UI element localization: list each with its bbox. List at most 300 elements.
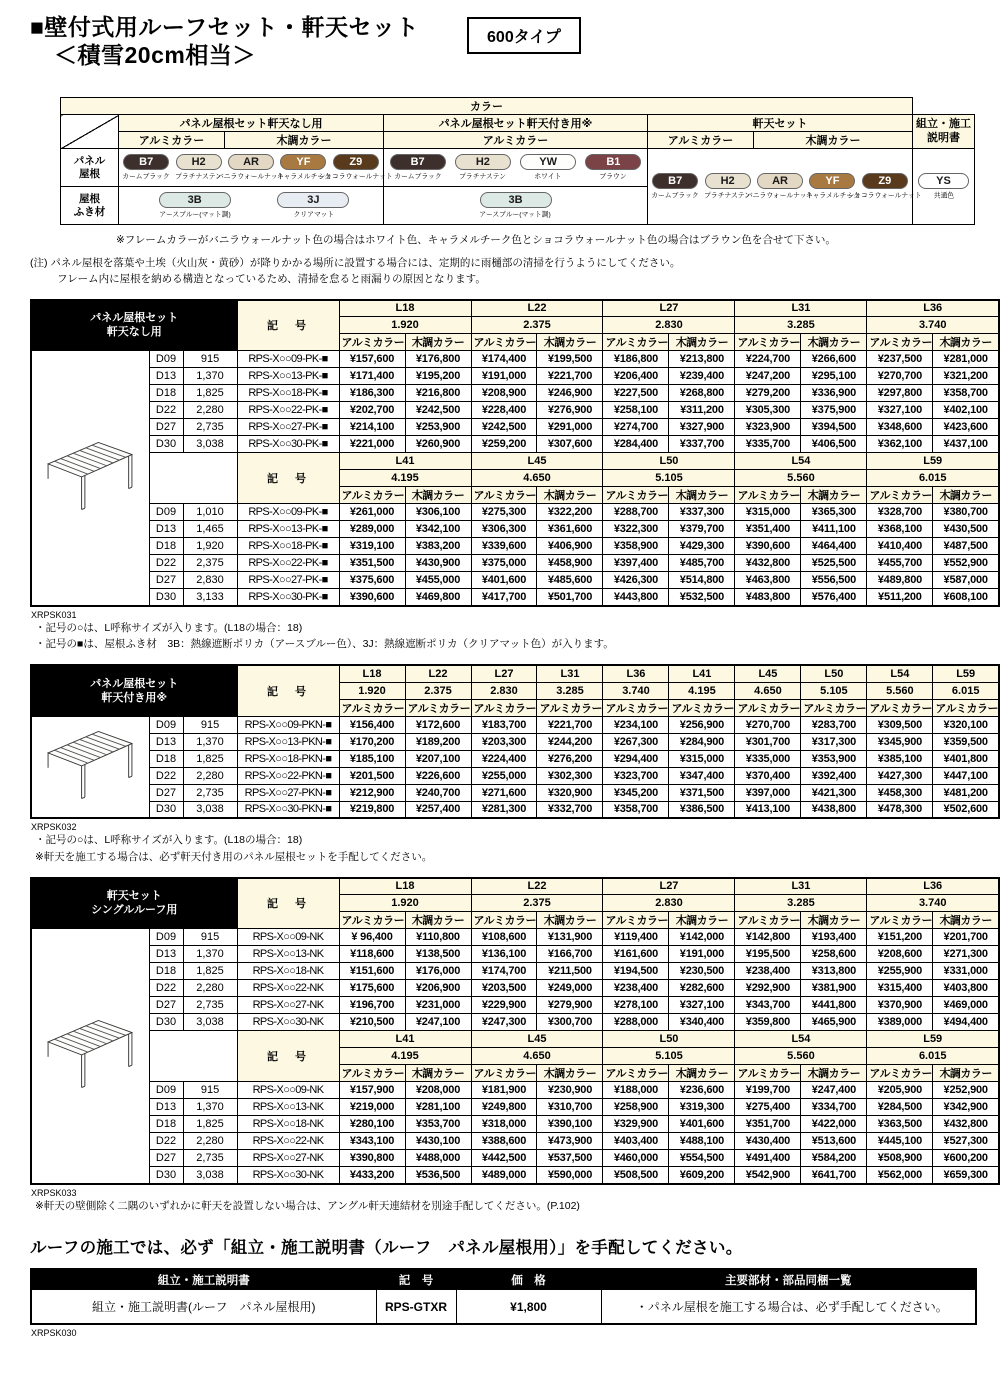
subheader-alumi-1: アルミカラー	[119, 132, 225, 149]
swatch-chip-B7: B7	[652, 173, 698, 189]
swatch-name: カームブラック	[122, 172, 170, 181]
l-size-header: L27	[603, 300, 735, 317]
price-cell: ¥362,100	[867, 436, 933, 453]
price-cell: ¥214,100	[339, 419, 405, 436]
price-cell: ¥216,800	[405, 385, 471, 402]
table-row	[31, 1289, 976, 1324]
price-cell: ¥186,800	[603, 351, 669, 368]
depth-size-cell: 3,133	[183, 589, 237, 606]
price-cell: ¥281,100	[405, 1099, 471, 1116]
price-cell: ¥255,000	[471, 767, 537, 784]
manual-head-line1: 組立・施工	[916, 117, 972, 130]
color-swatch-B7	[120, 154, 172, 182]
swatch-name: バニラウォールナット	[746, 191, 814, 200]
price-cell: ¥210,500	[339, 1014, 405, 1031]
l-size-value: 5.105	[603, 1048, 735, 1065]
price-cell: ¥375,600	[339, 572, 405, 589]
depth-code-cell: D22	[149, 402, 183, 419]
depth-code-cell: D30	[149, 1014, 183, 1031]
depth-code-cell: D13	[149, 368, 183, 385]
table-note: ・記号の○は、L呼称サイズが入ります。(L18の場合：18)	[35, 834, 303, 847]
price-cell: ¥390,600	[339, 589, 405, 606]
swatch-name: ホワイト	[534, 172, 562, 181]
depth-size-cell: 1,370	[183, 1099, 237, 1116]
color-table	[60, 97, 975, 225]
product-code-cell: RPS-X○○22-NK	[237, 1133, 339, 1150]
price-cell: ¥205,900	[867, 1082, 933, 1099]
price-cell: ¥306,300	[471, 521, 537, 538]
price-cell: ¥231,000	[405, 997, 471, 1014]
l-size-value: 4.650	[471, 1048, 603, 1065]
l-size-header: L36	[867, 300, 999, 317]
price-cell: ¥371,500	[669, 784, 735, 801]
price-cell: ¥261,000	[339, 504, 405, 521]
price-cell: ¥206,400	[603, 368, 669, 385]
price-cell: ¥300,700	[537, 1014, 603, 1031]
price-cell: ¥525,500	[801, 555, 867, 572]
color-column-header: アルミカラー	[471, 1065, 537, 1082]
table-title-line2: 軒天なし用	[106, 326, 162, 339]
price-cell: ¥288,700	[603, 504, 669, 521]
price-cell: ¥142,800	[735, 929, 801, 946]
depth-size-cell: 915	[183, 1082, 237, 1099]
l-size-header: L59	[867, 453, 999, 470]
price-cell: ¥358,900	[603, 538, 669, 555]
table-row	[31, 1167, 999, 1184]
depth-code-cell: D13	[149, 946, 183, 963]
page-title	[30, 14, 419, 69]
subheader-wood-1: 木調カラー	[225, 132, 384, 149]
l-size-header: L22	[471, 300, 603, 317]
price-cell: ¥201,700	[933, 929, 999, 946]
price-cell: ¥249,000	[537, 980, 603, 997]
depth-code-cell: D18	[149, 1116, 183, 1133]
swatch-name: プラチナステン	[175, 172, 223, 181]
price-cell: ¥207,100	[405, 750, 471, 767]
l-size-value: 3.740	[603, 682, 669, 699]
price-cell: ¥271,600	[471, 784, 537, 801]
price-cell: ¥240,700	[405, 784, 471, 801]
product-code-cell: RPS-X○○09-NK	[237, 1082, 339, 1099]
price-cell: ¥463,800	[735, 572, 801, 589]
product-code-cell: RPS-X○○13-PK-■	[237, 368, 339, 385]
price-cell: ¥208,000	[405, 1082, 471, 1099]
caution-note	[30, 256, 1002, 288]
color-swatch-H2	[450, 154, 515, 182]
depth-size-cell: 3,038	[183, 1167, 237, 1184]
price-cell: ¥359,500	[933, 733, 999, 750]
table-row	[31, 767, 999, 784]
price-cell: ¥442,500	[471, 1150, 537, 1167]
depth-size-cell: 2,280	[183, 767, 237, 784]
l-size-value: 5.105	[603, 470, 735, 487]
color-column-header: アルミカラー	[339, 1065, 405, 1082]
price-cell: ¥176,000	[405, 963, 471, 980]
price-cell: ¥590,000	[537, 1167, 603, 1184]
color-swatch-YS	[914, 173, 973, 201]
table-row	[31, 1082, 999, 1099]
depth-code-cell: D18	[149, 963, 183, 980]
color-column-header: アルミカラー	[867, 487, 933, 504]
price-cell: ¥334,700	[801, 1099, 867, 1116]
price-cell: ¥641,700	[801, 1167, 867, 1184]
table-row	[31, 504, 999, 521]
row-label-panel-roof: パネル 屋根	[61, 149, 119, 187]
l-size-header: L31	[735, 300, 867, 317]
manual-header-name: 組立・施工説明書	[31, 1269, 376, 1289]
price-cell: ¥227,500	[603, 385, 669, 402]
product-code-cell: RPS-X○○27-NK	[237, 1150, 339, 1167]
swatch-chip-H2: H2	[455, 154, 511, 170]
price-cell: ¥246,900	[537, 385, 603, 402]
depth-size-cell: 2,280	[183, 1133, 237, 1150]
price-cell: ¥430,900	[405, 555, 471, 572]
color-column-header: アルミカラー	[735, 912, 801, 929]
table-row	[31, 402, 999, 419]
swatch-chip-H2: H2	[176, 154, 222, 170]
l-size-value: 5.560	[867, 682, 933, 699]
price-cell: ¥322,300	[603, 521, 669, 538]
price-cell: ¥247,100	[405, 1014, 471, 1031]
depth-size-cell: 1,370	[183, 946, 237, 963]
ref-id: XRPSK031	[31, 609, 77, 620]
price-cell: ¥445,100	[867, 1133, 933, 1150]
price-cell: ¥253,900	[405, 419, 471, 436]
price-cell: ¥426,300	[603, 572, 669, 589]
color-swatch-YW	[516, 154, 581, 182]
price-cell: ¥481,200	[933, 784, 999, 801]
product-code-cell: RPS-X○○18-PK-■	[237, 385, 339, 402]
price-cell: ¥161,600	[603, 946, 669, 963]
price-cell: ¥489,000	[471, 1167, 537, 1184]
symbol-header: 記 号	[237, 453, 339, 504]
price-cell: ¥258,600	[801, 946, 867, 963]
color-table-title: カラー	[61, 98, 913, 115]
frame-color-note: ※フレームカラーがバニラウォールナット色の場合はホワイト色、キャラメルチーク色とショコラウォールナット色の場合はブラウン色を合せて下さい。	[116, 234, 836, 247]
depth-size-cell: 1,825	[183, 385, 237, 402]
price-cell: ¥255,900	[867, 963, 933, 980]
price-cell: ¥280,100	[339, 1116, 405, 1133]
price-cell: ¥258,100	[603, 402, 669, 419]
price-cell: ¥363,500	[867, 1116, 933, 1133]
price-cell: ¥267,300	[603, 733, 669, 750]
product-code-cell: RPS-X○○22-PK-■	[237, 402, 339, 419]
product-code-cell: RPS-X○○30-PK-■	[237, 436, 339, 453]
l-size-header: L27	[603, 878, 735, 895]
depth-size-cell: 1,465	[183, 521, 237, 538]
price-cell: ¥388,600	[471, 1133, 537, 1150]
price-cell: ¥514,800	[669, 572, 735, 589]
price-cell: ¥175,600	[339, 980, 405, 997]
price-cell: ¥343,700	[735, 997, 801, 1014]
price-cell: ¥275,300	[471, 504, 537, 521]
price-cell: ¥609,200	[669, 1167, 735, 1184]
price-cell: ¥199,700	[735, 1082, 801, 1099]
price-cell: ¥488,000	[405, 1150, 471, 1167]
color-column-header: 木調カラー	[801, 334, 867, 351]
price-cell: ¥427,300	[867, 767, 933, 784]
price-cell: ¥337,700	[669, 436, 735, 453]
price-cell: ¥494,400	[933, 1014, 999, 1031]
manual-table	[30, 1268, 977, 1325]
table-row	[31, 946, 999, 963]
symbol-header: 記 号	[237, 1031, 339, 1082]
price-cell: ¥469,000	[933, 997, 999, 1014]
color-swatch-Z9	[318, 154, 393, 182]
table-row	[31, 733, 999, 750]
price-cell: ¥485,700	[669, 555, 735, 572]
depth-size-cell: 2,830	[183, 572, 237, 589]
table-row	[31, 801, 999, 818]
price-cell: ¥379,700	[669, 521, 735, 538]
color-column-header: 木調カラー	[405, 1065, 471, 1082]
table-row	[31, 1014, 999, 1031]
color-column-header: アルミカラー	[471, 699, 537, 716]
price-cell: ¥340,400	[669, 1014, 735, 1031]
price-cell: ¥310,700	[537, 1099, 603, 1116]
price-cell: ¥390,600	[735, 538, 801, 555]
price-cell: ¥469,800	[405, 589, 471, 606]
price-table-XRPSK033	[30, 877, 1000, 1185]
price-cell: ¥478,300	[867, 801, 933, 818]
table-title	[31, 665, 237, 716]
price-cell: ¥600,200	[933, 1150, 999, 1167]
product-code-cell: RPS-X○○13-PK-■	[237, 521, 339, 538]
color-column-header: アルミカラー	[537, 699, 603, 716]
page-title-line2: ＜積雪20cm相当＞	[54, 41, 256, 68]
color-column-header: アルミカラー	[471, 912, 537, 929]
price-cell: ¥110,800	[405, 929, 471, 946]
color-column-header: 木調カラー	[933, 487, 999, 504]
color-column-header: 木調カラー	[537, 487, 603, 504]
color-column-header: アルミカラー	[405, 699, 471, 716]
product-code-cell: RPS-X○○09-NK	[237, 929, 339, 946]
product-code-cell: RPS-X○○30-NK	[237, 1167, 339, 1184]
price-cell: ¥358,700	[933, 385, 999, 402]
price-table-XRPSK032	[30, 664, 1000, 819]
price-cell: ¥226,600	[405, 767, 471, 784]
price-cell: ¥443,800	[603, 589, 669, 606]
price-cell: ¥397,400	[603, 555, 669, 572]
price-cell: ¥455,000	[405, 572, 471, 589]
color-swatch-B7	[385, 154, 450, 182]
swatch-chip-Z9: Z9	[862, 173, 908, 189]
price-cell: ¥213,800	[669, 351, 735, 368]
price-cell: ¥257,400	[405, 801, 471, 818]
product-code-cell: RPS-X○○30-NK	[237, 1014, 339, 1031]
price-cell: ¥142,000	[669, 929, 735, 946]
price-cell: ¥229,900	[471, 997, 537, 1014]
depth-size-cell: 2,735	[183, 419, 237, 436]
l-size-header: L54	[867, 665, 933, 682]
depth-code-cell: D30	[149, 801, 183, 818]
color-swatch-3J	[277, 192, 349, 220]
price-cell: ¥339,600	[471, 538, 537, 555]
color-column-header: 木調カラー	[669, 487, 735, 504]
swatch-chip-YW: YW	[520, 154, 576, 170]
color-column-header: アルミカラー	[933, 699, 999, 716]
price-cell: ¥473,900	[537, 1133, 603, 1150]
price-cell: ¥238,400	[735, 963, 801, 980]
price-cell: ¥195,500	[735, 946, 801, 963]
price-cell: ¥311,200	[669, 402, 735, 419]
price-cell: ¥380,700	[933, 504, 999, 521]
color-column-header: 木調カラー	[669, 334, 735, 351]
product-code-cell: RPS-X○○13-PKN-■	[237, 733, 339, 750]
table-row	[31, 1116, 999, 1133]
price-cell: ¥394,500	[801, 419, 867, 436]
depth-size-cell: 915	[183, 716, 237, 733]
price-cell: ¥249,800	[471, 1099, 537, 1116]
l-size-header: L18	[339, 878, 471, 895]
depth-size-cell: 3,038	[183, 801, 237, 818]
swatch-name: 共通色	[933, 191, 954, 200]
ref-id: XRPSK032	[31, 822, 77, 833]
price-cell: ¥284,500	[867, 1099, 933, 1116]
swatch-name: アースブルー(マット調)	[158, 210, 231, 219]
l-size-header: L45	[471, 453, 603, 470]
catalog-page	[30, 14, 1002, 1338]
price-cell: ¥219,800	[339, 801, 405, 818]
roof-illustration	[31, 351, 149, 606]
price-cell: ¥259,200	[471, 436, 537, 453]
caution-line2: フレーム内に屋根を納める構造となっているため、清掃を怠ると雨漏りの原因となります。	[57, 272, 486, 285]
table-title-line2: 軒天付き用※	[101, 691, 168, 704]
table-row	[31, 436, 999, 453]
price-cell: ¥151,200	[867, 929, 933, 946]
price-cell: ¥301,700	[735, 733, 801, 750]
table-row	[31, 572, 999, 589]
price-cell: ¥315,000	[735, 504, 801, 521]
l-size-value: 4.195	[339, 470, 471, 487]
price-cell: ¥432,800	[933, 1116, 999, 1133]
l-size-header: L59	[933, 665, 999, 682]
color-column-header: 木調カラー	[933, 334, 999, 351]
table-row	[31, 368, 999, 385]
price-cell: ¥283,700	[801, 716, 867, 733]
price-cell: ¥136,100	[471, 946, 537, 963]
price-cell: ¥320,100	[933, 716, 999, 733]
table-note: ※軒天を施工する場合は、必ず軒天付き用のパネル屋根セットを手配してください。	[35, 850, 433, 863]
price-cell: ¥441,800	[801, 997, 867, 1014]
price-cell: ¥270,700	[735, 716, 801, 733]
color-column-header: アルミカラー	[471, 487, 537, 504]
price-cell: ¥271,300	[933, 946, 999, 963]
depth-size-cell: 2,735	[183, 997, 237, 1014]
price-cell: ¥437,100	[933, 436, 999, 453]
symbol-header: 記 号	[237, 665, 339, 716]
price-cell: ¥552,900	[933, 555, 999, 572]
product-code-cell: RPS-X○○09-PK-■	[237, 351, 339, 368]
header-spacer	[149, 1031, 237, 1082]
table-row	[31, 997, 999, 1014]
table-row	[31, 980, 999, 997]
price-table-with-soffit	[30, 664, 1002, 819]
color-column-header: 木調カラー	[669, 1065, 735, 1082]
price-cell: ¥302,300	[537, 767, 603, 784]
color-column-header: 木調カラー	[405, 334, 471, 351]
depth-code-cell: D22	[149, 555, 183, 572]
price-cell: ¥487,500	[933, 538, 999, 555]
color-swatch-3B	[153, 192, 237, 220]
price-cell: ¥191,000	[471, 368, 537, 385]
price-cell: ¥315,400	[867, 980, 933, 997]
table-title-line1: 軒天セット	[106, 890, 162, 903]
swatch-name: ブラウン	[599, 172, 627, 181]
price-cell: ¥203,300	[471, 733, 537, 750]
color-column-header: 木調カラー	[537, 334, 603, 351]
price-cell: ¥242,500	[471, 419, 537, 436]
swatch-name: クリアマット	[293, 210, 334, 219]
price-cell: ¥191,000	[669, 946, 735, 963]
price-cell: ¥266,600	[801, 351, 867, 368]
depth-code-cell: D18	[149, 385, 183, 402]
price-cell: ¥201,500	[339, 767, 405, 784]
price-cell: ¥554,500	[669, 1150, 735, 1167]
color-column-header: アルミカラー	[735, 699, 801, 716]
color-column-header: アルミカラー	[471, 334, 537, 351]
l-size-value: 6.015	[867, 1048, 999, 1065]
price-cell: ¥284,400	[603, 436, 669, 453]
swatch-cell-manual	[913, 149, 975, 225]
install-instruction: ルーフの施工では、必ず「組立・施工説明書（ルーフ パネル屋根用）」を手配してください。	[30, 1239, 743, 1258]
depth-code-cell: D27	[149, 784, 183, 801]
price-cell: ¥390,800	[339, 1150, 405, 1167]
table-title	[31, 300, 237, 351]
price-cell: ¥608,100	[933, 589, 999, 606]
price-cell: ¥375,000	[471, 555, 537, 572]
color-swatch-3B	[473, 192, 557, 220]
price-cell: ¥358,700	[603, 801, 669, 818]
product-code-cell: RPS-X○○27-PKN-■	[237, 784, 339, 801]
price-cell: ¥202,700	[339, 402, 405, 419]
price-cell: ¥458,300	[867, 784, 933, 801]
manual-head-line2: 説明書	[927, 131, 961, 144]
l-size-header: L50	[801, 665, 867, 682]
depth-size-cell: 2,735	[183, 784, 237, 801]
swatch-chip-AR: AR	[228, 154, 274, 170]
swatch-chip-B7: B7	[390, 154, 446, 170]
swatch-chip-YF: YF	[809, 173, 855, 189]
product-code-cell: RPS-X○○22-NK	[237, 980, 339, 997]
subheader-alumi-2: アルミカラー	[384, 132, 648, 149]
price-cell: ¥228,400	[471, 402, 537, 419]
l-size-value: 2.830	[471, 682, 537, 699]
price-cell: ¥332,700	[537, 801, 603, 818]
table-row	[31, 1133, 999, 1150]
price-cell: ¥268,800	[669, 385, 735, 402]
price-cell: ¥411,100	[801, 521, 867, 538]
price-cell: ¥238,400	[603, 980, 669, 997]
price-cell: ¥542,900	[735, 1167, 801, 1184]
l-size-value: 4.650	[471, 470, 603, 487]
price-cell: ¥536,500	[405, 1167, 471, 1184]
color-column-header: アルミカラー	[867, 334, 933, 351]
price-cell: ¥247,400	[801, 1082, 867, 1099]
price-cell: ¥348,600	[867, 419, 933, 436]
l-size-value: 4.195	[669, 682, 735, 699]
price-cell: ¥513,600	[801, 1133, 867, 1150]
color-column-header: 木調カラー	[801, 912, 867, 929]
price-cell: ¥279,200	[735, 385, 801, 402]
price-cell: ¥491,400	[735, 1150, 801, 1167]
price-cell: ¥320,900	[537, 784, 603, 801]
price-cell: ¥281,000	[933, 351, 999, 368]
product-code-cell: RPS-X○○30-PKN-■	[237, 801, 339, 818]
color-column-header: 木調カラー	[669, 912, 735, 929]
roof-illustration	[31, 929, 149, 1184]
table-note: ※軒天の壁側除く二隅のいずれかに軒天を設置しない場合は、アングル軒天連結材を別途手配してください。(P.102)	[35, 1199, 580, 1212]
